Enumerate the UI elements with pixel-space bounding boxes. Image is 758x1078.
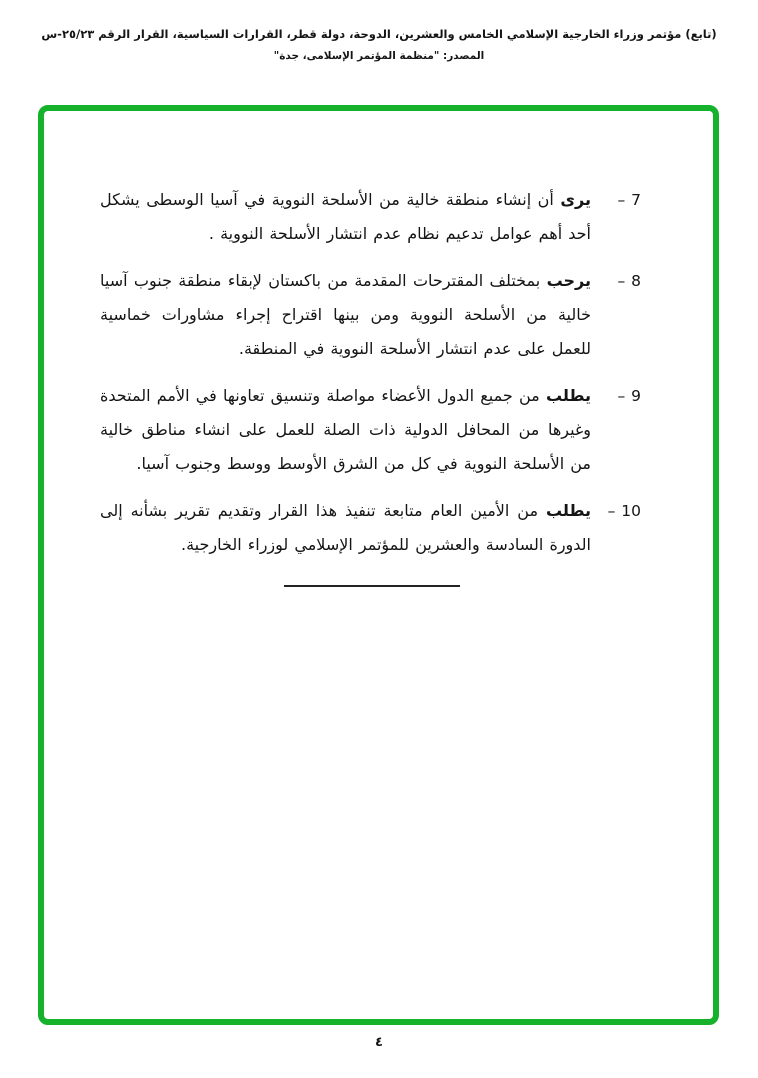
resolutions-list [100,183,643,587]
item-number: 7 – [617,191,641,209]
item-lead-word: يرحب [546,271,591,290]
item-number: 8 – [617,272,641,290]
resolution-item-9 [100,379,643,481]
item-lead-word: يطلب [545,386,591,405]
item-text: من جميع الدول الأعضاء مواصلة وتنسيق تعاونها في الأمم المتحدة وغيرها من المحافل الدولية ذات الصلة للعمل على انشاء مناطق خالية من الأسلحة النووية في كل من الشرق الأوسط ووسط وجنوب آسيا. [100,386,591,473]
green-border-frame [38,105,719,1025]
document-header [0,27,758,62]
header-line-2: المصدر: "منظمة المؤتمر الإسلامى، جدة" [273,50,485,62]
item-number: 9 – [617,387,641,405]
item-text: بمختلف المقترحات المقدمة من باكستان لإبقاء منطقة جنوب آسيا خالية من الأسلحة النووية ومن بينها اقتراح إجراء مشاورات خماسية للعمل على عدم انتشار الأسلحة النووية في المنطقة. [100,271,591,358]
resolution-item-10 [100,494,643,562]
resolution-item-7 [100,183,643,251]
resolution-item-8 [100,264,643,366]
item-lead-word: يرى [560,190,591,209]
header-line-1: (تابع) مؤتمر وزراء الخارجية الإسلامي الخامس والعشرين، الدوحة، دولة قطر، القرارات السياسية، القرار الرقم ٢٥/٢٣-س [41,27,717,41]
item-text: من الأمين العام متابعة تنفيذ هذا القرار وتقديم تقرير بشأنه إلى الدورة السادسة والعشرين للمؤتمر الإسلامي لوزراء الخارجية. [100,501,591,554]
separator-line [284,585,460,587]
page-number: ٤ [375,1035,383,1050]
item-number: 10 – [607,502,641,520]
item-lead-word: يطلب [545,501,591,520]
item-text: أن إنشاء منطقة خالية من الأسلحة النووية في آسيا الوسطى يشكل أحد أهم عوامل تدعيم نظام عدم انتشار الأسلحة النووية . [100,190,591,243]
